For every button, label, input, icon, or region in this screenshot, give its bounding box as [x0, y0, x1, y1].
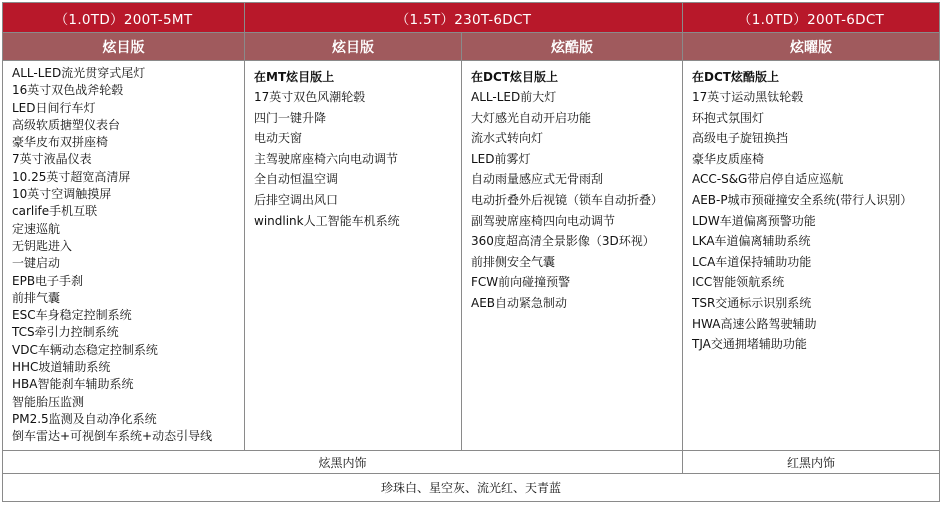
color-row	[3, 474, 940, 502]
feature-item: EPB电子手刹	[12, 273, 84, 288]
model-header-row	[3, 3, 940, 33]
feature-item: LDW车道偏离预警功能	[692, 213, 816, 228]
feature-item: HWA高速公路驾驶辅助	[692, 316, 817, 331]
model-header-1: （1.0TD）200T-5MT	[3, 3, 245, 33]
feature-item: TCS牵引力控制系统	[12, 325, 119, 340]
feature-item: 环抱式氛围灯	[692, 110, 765, 125]
feature-item: TSR交通标示识别系统	[692, 295, 812, 310]
interior-row	[3, 451, 940, 474]
feature-item: 后排空调出风口	[254, 192, 339, 207]
feature-list-3	[462, 61, 682, 314]
feature-item: 全自动恒温空调	[254, 172, 339, 187]
feature-item: AEB-P城市预碰撞安全系统(带行人识别）	[692, 192, 913, 207]
feature-item: LCA车道保持辅助功能	[692, 254, 812, 269]
feature-row	[3, 61, 940, 451]
spec-table	[2, 2, 940, 502]
feature-item: LED前雾灯	[471, 151, 531, 166]
feature-item: ESC车身稳定控制系统	[12, 308, 132, 323]
feature-list-1	[3, 61, 244, 446]
feature-item: 高级电子旋钮换挡	[692, 131, 789, 146]
feature-item: ALL-LED前大灯	[471, 90, 557, 104]
feature-item: 10英寸空调触摸屏	[12, 187, 112, 202]
feature-item: 电动天窗	[254, 131, 303, 146]
feature-item: HBA智能刹车辅助系统	[12, 377, 134, 392]
feature-item: VDC车辆动态稳定控制系统	[12, 342, 158, 357]
exterior-colors: 珍珠白、星空灰、流光红、天青蓝	[3, 474, 940, 502]
feature-item: 16英寸双色战斧轮毂	[12, 83, 124, 98]
feature-item: LED日间行车灯	[12, 100, 96, 115]
feature-item: PM2.5监测及自动净化系统	[12, 411, 157, 426]
feature-cell-1	[3, 61, 245, 451]
feature-item: carlife手机互联	[12, 204, 98, 219]
feature-item: 在DCT炫酷版上	[692, 70, 779, 84]
feature-cell-4	[683, 61, 940, 451]
feature-item: 主驾驶席座椅六向电动调节	[254, 151, 399, 166]
feature-item: 无钥匙进入	[12, 238, 73, 253]
feature-item: 大灯感光自动开启功能	[471, 110, 592, 125]
feature-item: HHC坡道辅助系统	[12, 360, 111, 375]
feature-item: 前排侧安全气囊	[471, 254, 556, 269]
feature-item: 电动折叠外后视镜（锁车自动折叠）	[471, 192, 664, 207]
spec-table-container	[2, 2, 939, 502]
feature-list-4	[683, 61, 939, 355]
feature-item: 四门一键升降	[254, 110, 327, 125]
model-header-3: （1.0TD）200T-6DCT	[683, 3, 940, 33]
feature-item: 倒车雷达+可视倒车系统+动态引导线	[12, 429, 213, 444]
feature-item: 一键启动	[12, 256, 61, 271]
model-header-2: （1.5T）230T-6DCT	[245, 3, 683, 33]
feature-item: 豪华皮布双拼座椅	[12, 135, 109, 150]
feature-item: LKA车道偏离辅助系统	[692, 234, 811, 249]
feature-item: 10.25英寸超宽高清屏	[12, 169, 131, 184]
feature-item: 7英寸液晶仪表	[12, 152, 92, 167]
interior-right: 红黑内饰	[683, 451, 940, 474]
trim-header-4: 炫曜版	[683, 33, 940, 61]
feature-item: ALL-LED流光贯穿式尾灯	[12, 66, 146, 80]
feature-item: 360度超高清全景影像（3D环视）	[471, 234, 655, 249]
feature-item: 在MT炫目版上	[254, 70, 335, 84]
feature-item: 智能胎压监测	[12, 394, 85, 409]
feature-item: ACC-S&G带启停自适应巡航	[692, 172, 844, 187]
feature-item: 副驾驶席座椅四向电动调节	[471, 213, 616, 228]
feature-item: ICC智能领航系统	[692, 275, 785, 290]
trim-header-row	[3, 33, 940, 61]
feature-item: 在DCT炫目版上	[471, 70, 558, 84]
feature-item: FCW前向碰撞预警	[471, 275, 571, 290]
feature-item: TJA交通拥堵辅助功能	[692, 337, 807, 352]
feature-list-2	[245, 61, 461, 231]
feature-item: 17英寸运动黑钛轮毂	[692, 90, 804, 104]
trim-header-3: 炫酷版	[462, 33, 683, 61]
feature-cell-2	[245, 61, 462, 451]
feature-item: 前排气囊	[12, 290, 61, 305]
feature-item: 流水式转向灯	[471, 131, 544, 146]
trim-header-2: 炫目版	[245, 33, 462, 61]
feature-item: 17英寸双色风潮轮毂	[254, 90, 366, 104]
feature-item: 定速巡航	[12, 221, 61, 236]
feature-item: windlink人工智能车机系统	[254, 213, 400, 228]
feature-cell-3	[462, 61, 683, 451]
feature-item: 自动雨量感应式无骨雨刮	[471, 172, 604, 187]
interior-left: 炫黑内饰	[3, 451, 683, 474]
feature-item: 豪华皮质座椅	[692, 151, 765, 166]
trim-header-1: 炫目版	[3, 33, 245, 61]
feature-item: 高级软质搪塑仪表台	[12, 117, 121, 132]
feature-item: AEB自动紧急制动	[471, 295, 568, 310]
